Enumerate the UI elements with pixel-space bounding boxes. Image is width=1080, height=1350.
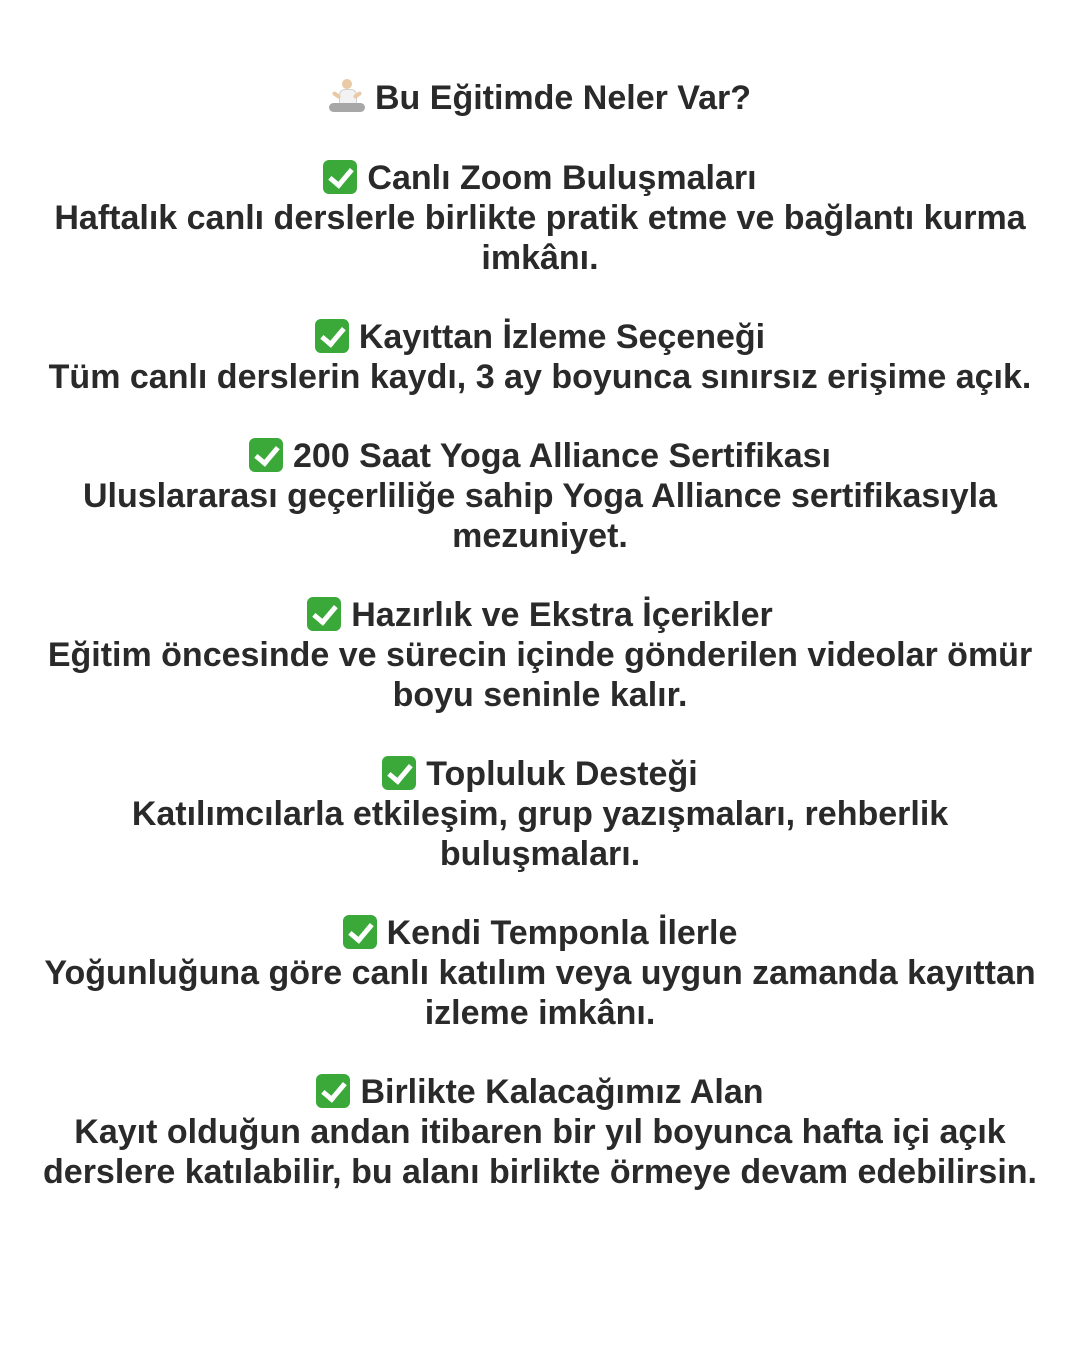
feature-heading-text: 200 Saat Yoga Alliance Sertifikası — [293, 437, 831, 475]
feature-heading-text: Kendi Temponla İlerle — [386, 914, 738, 952]
feature-description: Eğitim öncesinde ve sürecin içinde gönderilen videolar ömür boyu seninle kalır. — [47, 636, 1033, 714]
feature-recording — [40, 317, 1040, 397]
feature-heading — [40, 595, 1040, 635]
feature-certificate — [40, 436, 1040, 556]
feature-shared-space — [40, 1072, 1040, 1192]
feature-heading — [40, 158, 1040, 198]
feature-description: Uluslararası geçerliliğe sahip Yoga Alliance sertifikasıyla mezuniyet. — [82, 477, 998, 555]
feature-description: Haftalık canlı derslerle birlikte pratik etme ve bağlantı kurma imkânı. — [54, 199, 1026, 277]
feature-live-zoom — [40, 158, 1040, 278]
feature-heading-text: Kayıttan İzleme Seçeneği — [358, 318, 766, 356]
feature-heading-text: Birlikte Kalacağımız Alan — [360, 1073, 764, 1111]
feature-description: Yoğunluğuna göre canlı katılım veya uygun zamanda kayıttan izleme imkânı. — [44, 954, 1036, 1032]
feature-heading-text: Canlı Zoom Buluşmaları — [367, 159, 757, 197]
feature-own-pace — [40, 913, 1040, 1033]
check-mark-button-icon — [316, 1074, 350, 1108]
feature-heading — [40, 1072, 1040, 1112]
check-mark-button-icon — [323, 160, 357, 194]
check-mark-button-icon — [307, 597, 341, 631]
feature-heading-text: Topluluk Desteği — [426, 755, 698, 793]
feature-heading — [40, 436, 1040, 476]
feature-extra-content — [40, 595, 1040, 715]
feature-description: Kayıt olduğun andan itibaren bir yıl boyunca hafta içi açık derslere katılabilir, bu alanı birlikte örmeye devam edebilirsin. — [43, 1113, 1037, 1191]
feature-list-page — [40, 78, 1040, 1192]
page-title — [40, 78, 1040, 118]
feature-heading — [40, 754, 1040, 794]
check-mark-button-icon — [249, 438, 283, 472]
check-mark-button-icon — [382, 756, 416, 790]
person-in-lotus-position-icon — [329, 79, 365, 113]
feature-description: Tüm canlı derslerin kaydı, 3 ay boyunca sınırsız erişime açık. — [48, 358, 1032, 396]
check-mark-button-icon — [343, 915, 377, 949]
feature-heading-text: Hazırlık ve Ekstra İçerikler — [351, 596, 773, 634]
feature-heading — [40, 317, 1040, 357]
check-mark-button-icon — [315, 319, 349, 353]
feature-community — [40, 754, 1040, 874]
feature-description: Katılımcılarla etkileşim, grup yazışmaları, rehberlik buluşmaları. — [131, 795, 949, 873]
feature-heading — [40, 913, 1040, 953]
page-title-text: Bu Eğitimde Neler Var? — [375, 79, 751, 117]
